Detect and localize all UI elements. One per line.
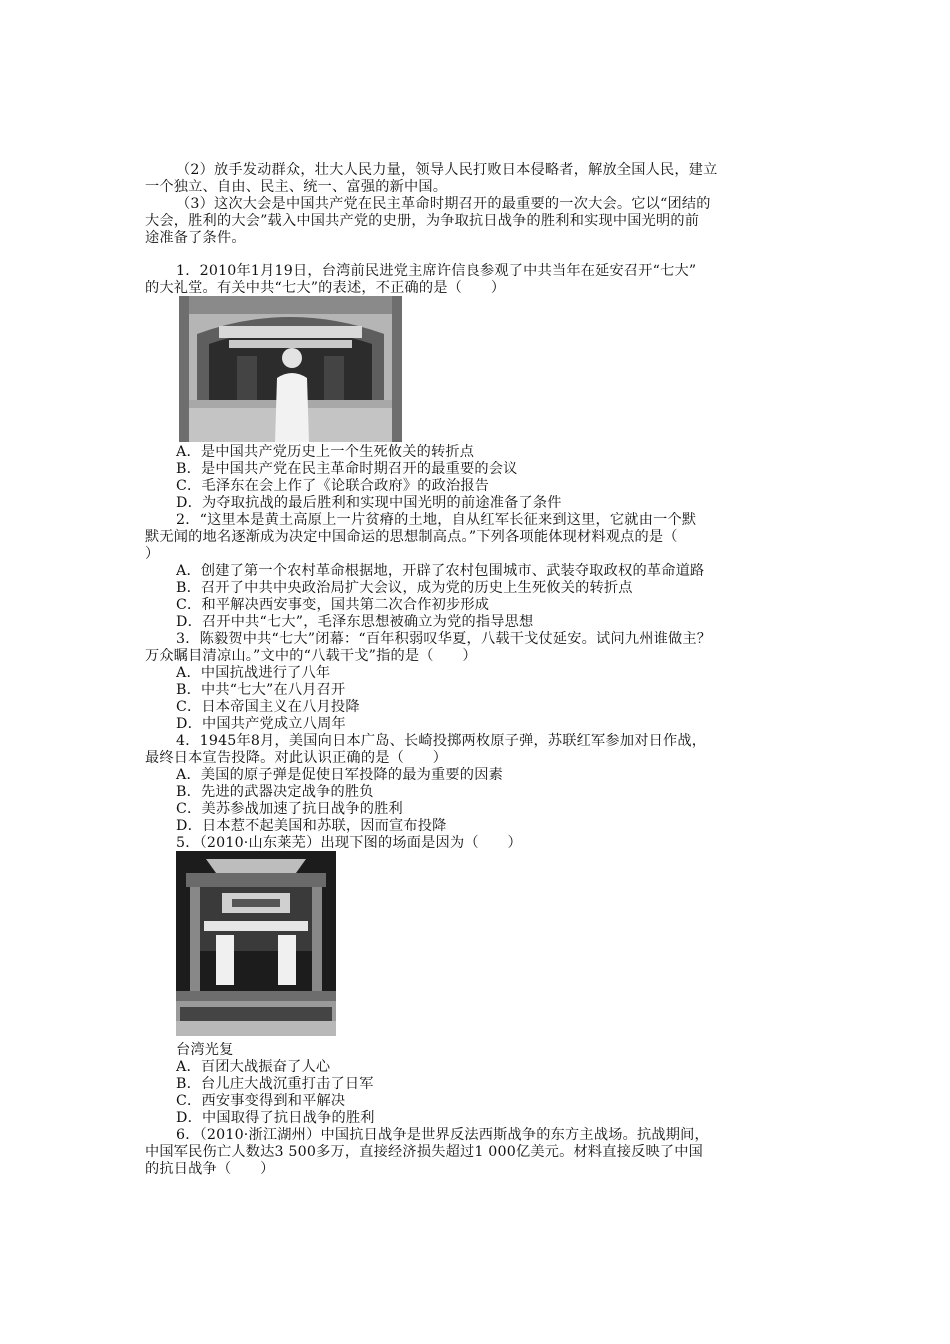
q4-option-a: A．美国的原子弹是促使日军投降的最为重要的因素 bbox=[176, 767, 503, 783]
q5-option-c: C．西安事变得到和平解决 bbox=[176, 1093, 346, 1109]
q6-stem-line2: 中国军民伤亡人数达3 500多万，直接经济损失超过1 000亿美元。材料直接反映了中国 bbox=[145, 1144, 704, 1160]
q2-option-b: B．召开了中共中央政治局扩大会议，成为党的历史上生死攸关的转折点 bbox=[176, 580, 633, 596]
q3-option-b: B．中共“七大”在八月召开 bbox=[176, 682, 346, 698]
intro-p3-line1: （3）这次大会是中国共产党在民主革命时期召开的最重要的一次大会。它以“团结的 bbox=[176, 196, 711, 212]
taiwan-restoration-photo-art bbox=[176, 851, 336, 1036]
q5-stem-line1: 5．（2010·山东莱芜）出现下图的场面是因为（ ） bbox=[176, 835, 522, 851]
q6-stem-line3: 的抗日战争（ ） bbox=[145, 1161, 275, 1177]
q4-option-b: B．先进的武器决定战争的胜负 bbox=[176, 784, 374, 800]
q1-option-b: B．是中国共产党在民主革命时期召开的最重要的会议 bbox=[176, 461, 518, 477]
q5-photo-caption: 台湾光复 bbox=[176, 1042, 234, 1058]
q2-option-a: A．创建了第一个农村革命根据地，开辟了农村包围城市、武装夺取政权的革命道路 bbox=[176, 563, 705, 579]
q5-option-d: D．中国取得了抗日战争的胜利 bbox=[176, 1110, 375, 1126]
q1-option-d: D．为夺取抗战的最后胜利和实现中国光明的前途准备了条件 bbox=[176, 495, 562, 511]
q1-stem-line1: 1．2010年1月19日，台湾前民进党主席许信良参观了中共当年在延安召开“七大” bbox=[176, 263, 697, 279]
q1-option-c: C．毛泽东在会上作了《论联合政府》的政治报告 bbox=[176, 478, 490, 494]
q4-stem-line1: 4．1945年8月，美国向日本广岛、长崎投掷两枚原子弹，苏联红军参加对日作战， bbox=[176, 733, 707, 749]
q1-option-a: A．是中国共产党历史上一个生死攸关的转折点 bbox=[176, 444, 475, 460]
intro-p2-line2: 一个独立、自由、民主、统一、富强的新中国。 bbox=[145, 179, 448, 195]
q4-stem-line2: 最终日本宣告投降。对此认识正确的是（ ） bbox=[145, 750, 448, 766]
q4-option-c: C．美苏参战加速了抗日战争的胜利 bbox=[176, 801, 403, 817]
intro-p2-line1: （2）放手发动群众，壮大人民力量，领导人民打败日本侵略者，解放全国人民，建立 bbox=[176, 162, 718, 178]
q4-option-d: D．日本惹不起美国和苏联，因而宣布投降 bbox=[176, 818, 447, 834]
intro-p3-line2: 大会，胜利的大会”载入中国共产党的史册，为争取抗日战争的胜利和实现中国光明的前 bbox=[145, 213, 700, 229]
yanan-hall-photo-art bbox=[179, 296, 402, 442]
q3-stem-line1: 3．陈毅贺中共“七大”闭幕：“百年积弱叹华夏，八载干戈仗延安。试问九州谁做主？ bbox=[176, 631, 712, 647]
q3-option-c: C．日本帝国主义在八月投降 bbox=[176, 699, 360, 715]
q2-stem-line3: ） bbox=[145, 546, 160, 562]
q3-option-a: A．中国抗战进行了八年 bbox=[176, 665, 331, 681]
q3-option-d: D．中国共产党成立八周年 bbox=[176, 716, 346, 732]
q2-option-d: D．召开中共“七大”，毛泽东思想被确立为党的指导思想 bbox=[176, 614, 534, 630]
q2-option-c: C．和平解决西安事变，国共第二次合作初步形成 bbox=[176, 597, 490, 613]
q6-stem-line1: 6．（2010·浙江湖州）中国抗日战争是世界反法西斯战争的东方主战场。抗战期间， bbox=[176, 1127, 709, 1143]
q2-stem-line2: 默无闻的地名逐渐成为决定中国命运的思想制高点。”下列各项能体现材料观点的是（ bbox=[145, 529, 678, 545]
q1-stem-line2: 的大礼堂。有关中共“七大”的表述，不正确的是（ ） bbox=[145, 280, 506, 296]
intro-p3-line3: 途准备了条件。 bbox=[145, 230, 246, 246]
yanan-hall-photo bbox=[179, 296, 402, 442]
q5-option-a: A．百团大战振奋了人心 bbox=[176, 1059, 331, 1075]
q5-option-b: B．台儿庄大战沉重打击了日军 bbox=[176, 1076, 374, 1092]
q3-stem-line2: 万众瞩目清凉山。”文中的“八载干戈”指的是（ ） bbox=[145, 648, 477, 664]
q2-stem-line1: 2．“这里本是黄土高原上一片贫瘠的土地，自从红军长征来到这里，它就由一个默 bbox=[176, 512, 697, 528]
taiwan-restoration-photo bbox=[176, 851, 336, 1036]
